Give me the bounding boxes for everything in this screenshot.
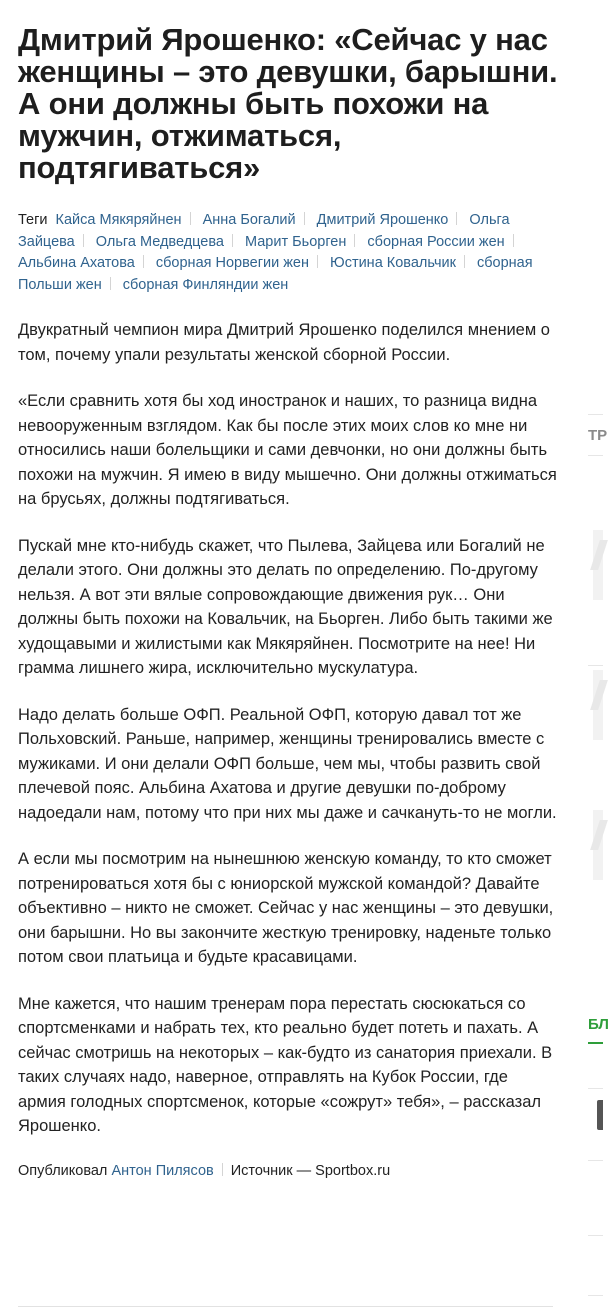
sidebar-avatar[interactable] [597,1100,603,1130]
sidebar-divider [588,665,603,666]
tag-link[interactable]: Ольга Медведцева [95,233,224,250]
placeholder-icon [590,820,608,850]
tag-link[interactable]: сборная Польши жен [18,255,533,293]
tag-link[interactable]: Альбина Ахатова [18,255,135,271]
tag-separator [304,212,305,225]
tag-link[interactable]: сборная России жен [367,233,505,250]
article-paragraph: Пускай мне кто-нибудь скажет, что Пылева, Зайцева или Богалий не делали этого. Они должны это делать по определению. По-другому нельзя. А вот эти вялые сопровождающие движения рук… Они должны быть похожи на Ковальчик, на Бьорген. Либо быть такими же худощавыми и жилистыми как Мякяряйнен. Посмотрите на нее! Ни грамма лишнего жира, исключительно мускулатура. [18,536,553,677]
tag-separator [110,277,111,290]
tags-label: Теги [18,212,48,228]
tag-link[interactable]: Ольга Зайцева [18,212,510,250]
tag-separator [143,255,144,268]
sidebar-heading-blogs[interactable]: БЛ [588,1016,609,1033]
tag-link[interactable]: Анна Богалий [202,212,296,228]
sidebar-divider [588,414,603,415]
tag-link[interactable]: Юстина Ковальчик [330,255,456,271]
article-paragraph: Мне кажется, что нашим тренерам пора перестать сюсюкаться со спортсменками и набрать тех, кто реально будет потеть и пахать. А сейчас смотришь на некоторых – как-будто из санатория приехали. В таких случаях надо, наверное, отправлять на Кубок России, где армия голодных спортсменок, которые «сожрут» тебя», – рассказал Ярошенко. [18,994,553,1135]
article-paragraph: А если мы посмотрим на нынешнюю женскую команду, то кто сможет потренироваться хотя бы с юниорской мужской командой? Давайте объективно – никто не сможет. Сейчас у нас женщины – это девушки, они барышни. Но вы закончите жесткую тренировку, наденьте только потом свои платьица и будьте красавицами. [18,850,554,966]
tag-separator [456,212,457,225]
sidebar-divider [588,1295,603,1296]
article-paragraph: «Если сравнить хотя бы ход иностранок и наших, то разница видна невооруженным взглядом. Как бы после этих моих слов ко мне ни относились наши болельщики и сами девчонки, но они должны быть похожи на мужчин. Я имею в виду мышечно. Они должны отжиматься на брусьях, должны подтягиваться. [18,392,557,508]
tag-separator [317,255,318,268]
article-title: Дмитрий Ярошенко: «Сейчас у нас женщины – это девушки, барышни. А они должны быть похожи на мужчин, отжиматься, подтягиваться» [18,22,558,185]
placeholder-icon [590,680,608,710]
sidebar-thumbnail[interactable] [593,810,603,880]
footer-separator [222,1163,223,1176]
article-paragraph: Надо делать больше ОФП. Реальной ОФП, которую давал тот же Польховский. Раньше, например, женщины тренировались вместе с мужиками. И они делали ОФП больше, чем мы, чтобы развить свой плечевой пояс. Альбина Ахатова и другие девушки по-доброму надоедали нам, потому что при них мы даже и сачкануть-то не могли. [18,705,557,822]
placeholder-icon [590,540,608,570]
author-link[interactable]: Антон Пилясов [111,1162,214,1179]
tag-link[interactable]: Марит Бьорген [245,233,347,250]
sidebar-divider [588,1160,603,1161]
sidebar-thumbnail[interactable] [593,530,603,600]
tags-list [18,210,558,296]
tag-link[interactable]: сборная Норвегии жен [155,255,310,271]
tag-separator [190,212,191,225]
tag-separator [232,234,233,247]
article-body [18,318,558,1139]
published-label: Опубликовал [18,1162,108,1179]
tag-separator [354,234,355,247]
tag-link[interactable]: Кайса Мякяряйнен [55,212,182,228]
footer-divider [18,1306,553,1307]
article-footer [18,1161,558,1181]
tag-separator [83,234,84,247]
sidebar-divider [588,1235,603,1236]
source-text: Источник — Sportbox.ru [230,1162,391,1179]
sidebar-thumbnail[interactable] [593,670,603,740]
article-paragraph: Двукратный чемпион мира Дмитрий Ярошенко поделился мнением о том, почему упали результаты женской сборной России. [18,321,550,364]
sidebar-divider [588,455,603,456]
article [18,24,558,1181]
tag-separator [513,234,514,247]
tag-separator [464,255,465,268]
sidebar-heading-trending[interactable]: ТР [588,427,608,444]
sidebar-divider [588,1088,603,1089]
tag-link[interactable]: сборная Финляндии жен [122,276,289,293]
tag-link[interactable]: Дмитрий Ярошенко [316,212,449,228]
sidebar-accent-line [588,1042,603,1044]
